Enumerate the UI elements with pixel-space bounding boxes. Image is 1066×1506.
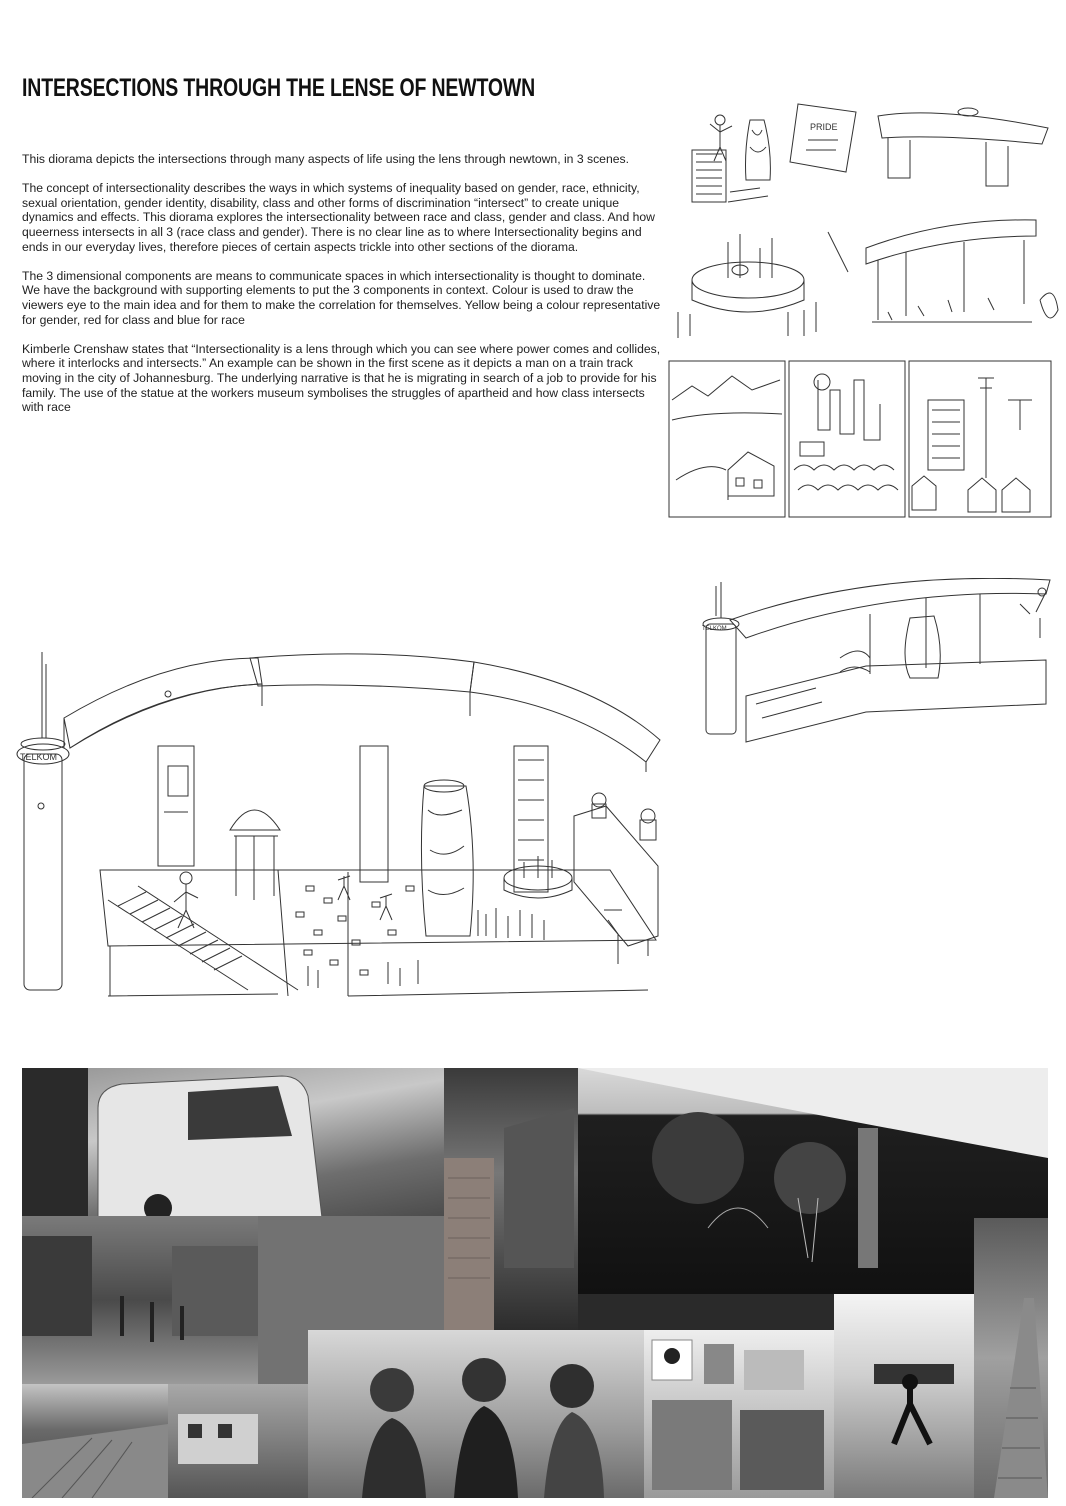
diorama-small-sketch: [690, 578, 1054, 748]
photo-brick-road: [22, 1384, 168, 1498]
sketch-statue-scene: [692, 115, 770, 202]
photo-minibus-taxi: [88, 1068, 444, 1218]
photo-glass-building: [444, 1068, 578, 1330]
svg-text:PRIDE: PRIDE: [810, 122, 838, 132]
street-sketch-panels: [668, 360, 1052, 520]
paragraph-intro: This diorama depicts the intersections through many aspects of life using the lens through newtown, in 3 scenes.: [22, 152, 630, 166]
photo-three-people: [308, 1330, 644, 1498]
photo-small-collage: [644, 1330, 834, 1498]
paragraph-components: The 3 dimensional components are means to communicate spaces in which intersectionality is thought to dominate. We have the background with supporting elements to put the 3 components in context. Colour is used to draw the viewers eye to the main idea and for them to make the correlation for themselves. Yellow being a colour representative for gender, red for class and blue for race: [22, 268, 661, 327]
sketch-pride-sign: [790, 104, 856, 172]
photo-street-scene: [22, 1216, 258, 1384]
concept-sketches: [668, 92, 1060, 344]
crowd-blocks: [296, 886, 414, 975]
photo-collage: [22, 1068, 1048, 1498]
sketch-guitar-base: [678, 234, 816, 338]
photo-walkway: [974, 1218, 1048, 1498]
diorama-main-drawing: [8, 640, 668, 1008]
page-title: INTERSECTIONS THROUGH THE LENSE OF NEWTOWN: [22, 74, 536, 102]
photo-houses: [168, 1384, 308, 1498]
paragraph-intersectionality: The concept of intersectionality describes the ways in which systems of inequality based on gender, race, ethnicity, sexual orientation, gender identity, disability, class and other forms of discrimination “intersect” to create unique dynamics and effects. This diorama explores the intersectionality between race and class, gender and class. And how queerness intersects in all 3 (race class and gender). There is no clear line as to where Intersectionality begins and ends in our everyday lives, therefore pieces of certain aspects trickle into other sections of the diorama.: [22, 181, 655, 254]
paragraph-crenshaw: Kimberle Crenshaw states that “Intersectionality is a lens through which you can see where power comes and collides, where it interlocks and intersects.” An example can be shown in the first scene as it depicts a man on a train track moving in the city of Johannesburg. The underlying narrative is that he is migrating in search of a job to provide for his family. The use of the statue at the workers museum symbolises the struggles of apartheid and how class intersects with race: [22, 341, 661, 415]
sketch-curved-platform: [878, 108, 1048, 186]
svg-text:TELKOM: TELKOM: [702, 626, 727, 632]
sketch-museum-wall: [866, 220, 1058, 322]
photo-dancers: [834, 1294, 974, 1498]
body-text: [22, 152, 662, 429]
svg-text:TELKOM: TELKOM: [20, 752, 58, 762]
